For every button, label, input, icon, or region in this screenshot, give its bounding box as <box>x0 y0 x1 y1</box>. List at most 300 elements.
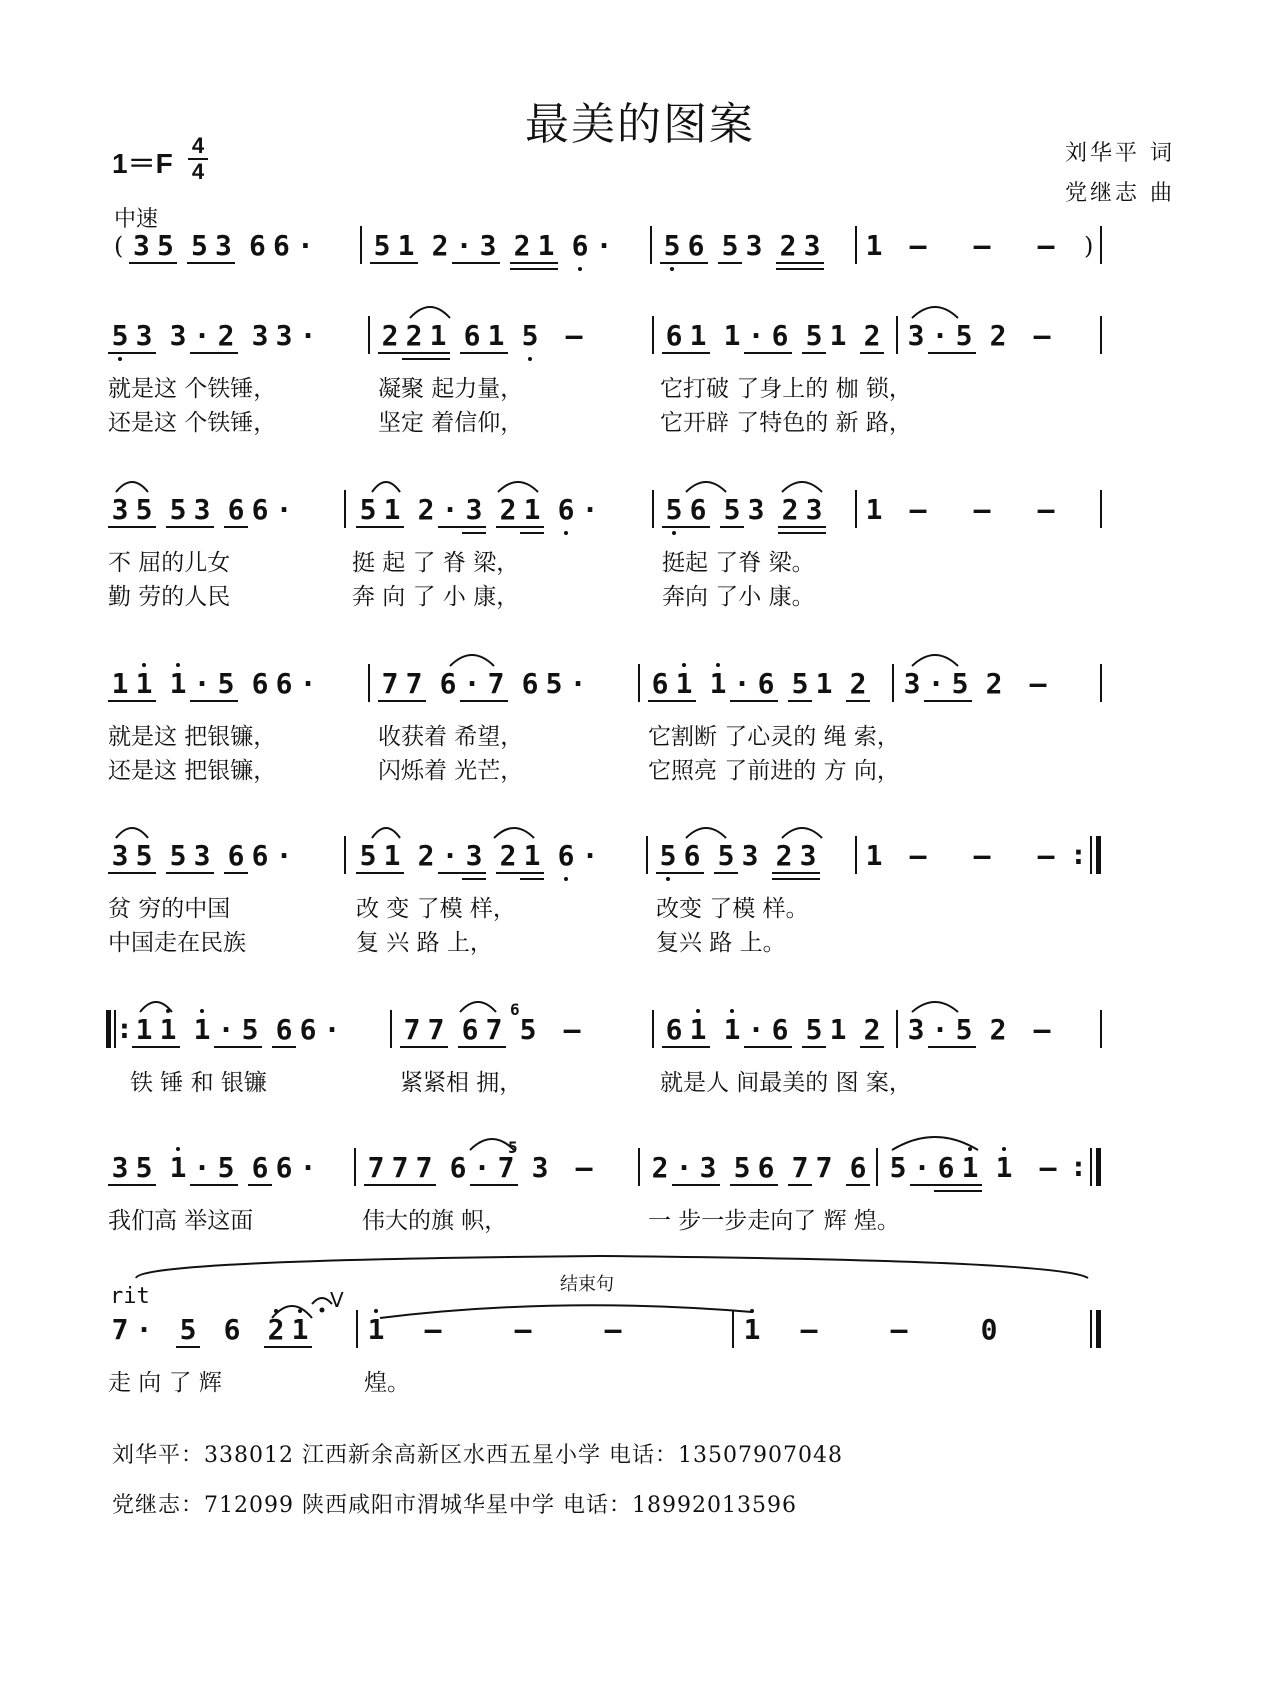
song-title: 最美的图案 <box>525 99 755 150</box>
note: 2 <box>985 667 1003 700</box>
dot: · <box>581 493 599 526</box>
note: 2 <box>651 1151 669 1184</box>
barline <box>855 836 857 874</box>
note: 1 <box>723 319 741 352</box>
repeat-start-barline <box>106 1010 111 1048</box>
barline <box>896 1010 898 1048</box>
lyric: 凝聚 起力量， <box>378 376 524 402</box>
note: 1 <box>815 667 833 700</box>
note: 5 <box>788 668 812 702</box>
note: 7 <box>482 1014 506 1048</box>
barline <box>646 836 648 874</box>
note: 7 <box>484 668 508 702</box>
note: 7 <box>424 1014 448 1048</box>
lyric: 煌。 <box>364 1370 410 1396</box>
note: 2 <box>846 668 870 702</box>
score-row-5-m2 <box>356 840 602 874</box>
note: 3 <box>462 840 486 874</box>
note: 6 <box>251 493 269 526</box>
note: 1 <box>380 840 404 874</box>
note: 3 <box>796 840 820 874</box>
note: 3 <box>251 319 269 352</box>
note: 2 <box>510 230 534 264</box>
note: 3 <box>745 229 763 262</box>
dot: · <box>214 1014 238 1048</box>
dot: · <box>928 1014 952 1048</box>
note: 5 <box>656 840 680 874</box>
dash: – <box>1037 493 1055 526</box>
note: 3 <box>476 230 500 264</box>
note: 1 <box>166 668 190 700</box>
lyric: 复 兴 路 上， <box>356 930 493 956</box>
note: 6 <box>223 1313 241 1346</box>
barline <box>1100 1010 1102 1048</box>
dot: · <box>595 229 613 262</box>
barline <box>1100 664 1102 702</box>
dot: · <box>275 839 293 872</box>
note: 5 <box>518 320 542 352</box>
note: 2 <box>989 319 1007 352</box>
note: 2 <box>417 839 435 872</box>
dash: – <box>973 229 991 262</box>
note: 6 <box>686 494 710 528</box>
score-row-2-m3 <box>662 320 884 354</box>
lyric: 一 步一步走向了 辉 煌。 <box>648 1208 900 1234</box>
note: 5 <box>370 230 394 264</box>
note: 2 <box>860 320 884 354</box>
dot: · <box>452 230 476 264</box>
note: 2 <box>989 1013 1007 1046</box>
dot: · <box>190 320 214 354</box>
note: 2 <box>496 494 520 528</box>
note: 6 <box>521 667 539 700</box>
note: 3 <box>802 494 826 528</box>
note: 5 <box>802 320 826 354</box>
note: 1 <box>520 494 544 528</box>
note: 6 <box>754 1152 778 1186</box>
note: 1 <box>394 230 418 264</box>
note: 7 <box>494 1152 518 1186</box>
note: 1 <box>829 1013 847 1046</box>
grace-note: 5 <box>508 1138 518 1157</box>
note: 5 <box>730 1152 754 1186</box>
lyric: 不 屈的儿女 <box>108 550 231 576</box>
dash: – <box>1029 667 1047 700</box>
note: 1 <box>426 320 450 354</box>
note: 2 <box>772 840 796 874</box>
barline <box>892 664 894 702</box>
note: 5 <box>662 494 686 528</box>
barline <box>638 664 640 702</box>
lyric: 改 变 了模 样， <box>356 896 516 922</box>
note: 6 <box>458 1014 482 1048</box>
lyric: 还是这 个铁锤， <box>108 410 277 436</box>
note: 1 <box>865 839 883 872</box>
score-row-5-m4 <box>862 840 1078 872</box>
note: 6 <box>275 667 293 700</box>
repeat-end-colon: : <box>1070 1150 1087 1183</box>
score-row-8-m3 <box>740 1314 1034 1346</box>
score-row-7-m2 <box>364 1152 616 1186</box>
note: 1 <box>865 493 883 526</box>
dash: – <box>800 1313 818 1346</box>
note: 5 <box>545 667 563 700</box>
lyric: 还是这 把银镰， <box>108 758 277 784</box>
note: 6 <box>662 320 686 354</box>
note: 3 <box>800 230 824 264</box>
note: 7 <box>364 1152 388 1186</box>
note: 2 <box>402 320 426 354</box>
note: 1 <box>534 230 558 264</box>
note: 3 <box>696 1152 720 1186</box>
score-row-6-m2 <box>400 1014 604 1048</box>
dash: – <box>909 493 927 526</box>
note: 6 <box>272 1014 296 1048</box>
dot: · <box>470 1152 494 1186</box>
repeat-start-colon: : <box>116 1012 133 1045</box>
note: 5 <box>166 840 190 874</box>
intro-close-paren: ) <box>1084 232 1094 260</box>
score-row-5-m3 <box>656 840 820 874</box>
note: 3 <box>169 319 187 352</box>
time-signature-top: 4 <box>191 133 205 158</box>
note: 6 <box>299 1013 317 1046</box>
lyric: 就是这 把银镰， <box>108 724 277 750</box>
note: 6 <box>768 320 792 354</box>
lyric: 贫 穷的中国 <box>108 896 231 922</box>
dot: · <box>296 229 314 262</box>
lyricist-credit: 刘华平 词 <box>1065 141 1175 166</box>
note: 6 <box>272 229 290 262</box>
note: 6 <box>251 839 269 872</box>
barline <box>896 316 898 354</box>
dash: – <box>1033 319 1051 352</box>
note: 2 <box>417 493 435 526</box>
dot: · <box>438 494 462 528</box>
dot: · <box>460 668 484 702</box>
note: 5 <box>132 494 156 528</box>
barline <box>1090 1310 1092 1348</box>
note: 1 <box>740 1314 764 1346</box>
note: 5 <box>889 1151 907 1184</box>
lyric: 收获着 希望， <box>378 724 524 750</box>
note: 5 <box>718 230 742 264</box>
note: 5 <box>356 840 380 874</box>
tempo-marking: 中速 <box>114 207 159 232</box>
note: 1 <box>958 1152 982 1186</box>
note: 2 <box>431 229 449 262</box>
dash: – <box>909 839 927 872</box>
note: 3 <box>108 494 132 528</box>
note: 1 <box>706 668 730 700</box>
lyric: 奔向 了小 康。 <box>662 584 815 610</box>
note: 6 <box>449 1151 467 1184</box>
dash: – <box>575 1151 593 1184</box>
note: 6 <box>684 230 708 264</box>
dot: · <box>569 667 587 700</box>
final-barline <box>1096 1310 1101 1348</box>
barline <box>1090 836 1092 874</box>
barline <box>732 1310 734 1348</box>
note: 6 <box>224 840 248 874</box>
intro-open-paren: ( <box>114 232 124 260</box>
note: 1 <box>520 840 544 874</box>
note: 5 <box>720 494 744 528</box>
dot: · <box>299 319 317 352</box>
dot: · <box>730 668 754 702</box>
dash: – <box>890 1313 908 1346</box>
note: 5 <box>108 320 132 354</box>
time-signature-bottom: 4 <box>191 159 205 184</box>
dot: · <box>190 668 214 702</box>
lyric: 坚定 着信仰， <box>378 410 524 436</box>
dash: – <box>563 1013 581 1046</box>
note: 2 <box>496 840 520 874</box>
final-barline <box>1096 836 1101 874</box>
dash: – <box>1037 839 1055 872</box>
score-row-6-m1 <box>132 1014 344 1048</box>
note: 1 <box>672 668 696 702</box>
grace-note: 6 <box>510 1000 520 1019</box>
note: 6 <box>554 494 578 526</box>
lyric: 它照亮 了前进的 方 向， <box>648 758 900 784</box>
note: 1 <box>829 319 847 352</box>
note: 6 <box>846 1152 870 1186</box>
dot: · <box>275 493 293 526</box>
note: 1 <box>156 1014 180 1048</box>
composer-credit: 党继志 曲 <box>1065 181 1175 206</box>
note: 6 <box>275 1151 293 1184</box>
score-row-4-m3 <box>648 668 870 702</box>
dash: – <box>1039 1151 1057 1184</box>
barline <box>344 490 346 528</box>
note: 5 <box>714 840 738 874</box>
dash: – <box>424 1313 442 1346</box>
dash: – <box>604 1313 622 1346</box>
note: 3 <box>132 320 156 354</box>
lyric: 就是人 间最美的 图 案， <box>660 1070 912 1096</box>
lyric: 改变 了模 样。 <box>656 896 809 922</box>
note: 6 <box>251 667 269 700</box>
note: 7 <box>402 668 426 702</box>
dash: – <box>1037 229 1055 262</box>
note: 6 <box>460 320 484 354</box>
note: 3 <box>211 230 235 264</box>
note: 2 <box>264 1314 288 1348</box>
note: 6 <box>554 840 578 872</box>
barline <box>390 1010 392 1048</box>
dot: · <box>323 1013 341 1046</box>
note: 6 <box>248 1152 272 1186</box>
dot: · <box>581 839 599 872</box>
note: 5 <box>176 1314 200 1348</box>
note: 2 <box>778 494 802 528</box>
note: 5 <box>952 1014 976 1048</box>
note: 1 <box>190 1014 214 1046</box>
score-row-4-m2 <box>378 668 590 702</box>
barline <box>638 1148 640 1186</box>
note: 1 <box>992 1152 1016 1184</box>
note: 5 <box>802 1014 826 1048</box>
lyric: 它打破 了身上的 枷 锁， <box>660 376 912 402</box>
score-row-4-m1 <box>108 668 320 702</box>
dash: – <box>565 319 583 352</box>
note: 2 <box>378 320 402 354</box>
note: 6 <box>934 1152 958 1186</box>
dash: – <box>909 229 927 262</box>
lyric: 挺起 了脊 梁。 <box>662 550 815 576</box>
final-barline <box>1096 1148 1101 1186</box>
score-row-2-m2 <box>378 320 606 354</box>
note: 7 <box>412 1152 436 1186</box>
note: 6 <box>680 840 704 874</box>
note: 1 <box>380 494 404 528</box>
note: 1 <box>720 1014 744 1046</box>
ending-label: 结束句 <box>560 1274 614 1295</box>
fermata-dot <box>320 1308 325 1313</box>
dash: – <box>973 493 991 526</box>
lyric: 我们高 举这面 <box>108 1208 254 1234</box>
note: 5 <box>132 840 156 874</box>
score-row-6-m3 <box>662 1014 884 1048</box>
barline <box>356 1310 358 1348</box>
lyric: 勤 劳的人民 <box>108 584 231 610</box>
lyric: 挺 起 了 脊 梁， <box>352 550 520 576</box>
note: 3 <box>741 839 759 872</box>
note: 7 <box>815 1151 833 1184</box>
note: 5 <box>660 230 684 264</box>
note: 3 <box>275 319 293 352</box>
note: 6 <box>662 1014 686 1048</box>
dash: – <box>1033 1013 1051 1046</box>
score-row-3-m3 <box>662 494 826 528</box>
note: 5 <box>519 1013 537 1046</box>
note: 1 <box>166 1152 190 1184</box>
barline <box>855 490 857 528</box>
barline <box>1100 490 1102 528</box>
barline <box>354 1148 356 1186</box>
note: 1 <box>484 320 508 354</box>
dot: · <box>190 1152 214 1186</box>
score-row-5-m1 <box>108 840 296 874</box>
lyric: 闪烁着 光芒， <box>378 758 524 784</box>
note: 1 <box>288 1314 312 1348</box>
score-row-7-m4 <box>886 1152 1080 1186</box>
dot: · <box>135 1313 153 1346</box>
footer-contact-lyricist: 刘华平：338012 江西新余高新区水西五星小学 电话：13507907048 <box>112 1443 843 1468</box>
lyric: 就是这 个铁锤， <box>108 376 277 402</box>
note: 5 <box>187 230 211 264</box>
dot: · <box>744 1014 768 1048</box>
note: 5 <box>166 494 190 528</box>
score-row-3-m4 <box>862 494 1078 526</box>
note: 6 <box>568 230 592 262</box>
note: 6 <box>439 667 457 700</box>
note: 3 <box>462 494 486 528</box>
note: 5 <box>952 320 976 354</box>
note: 7 <box>788 1152 812 1186</box>
barline <box>652 316 654 354</box>
rest: 0 <box>980 1313 998 1346</box>
note: 5 <box>153 230 177 264</box>
dot: · <box>299 1151 317 1184</box>
note: 6 <box>754 668 778 702</box>
barline <box>876 1148 878 1186</box>
note: 1 <box>132 1014 156 1048</box>
score-row-2-m1 <box>108 320 320 354</box>
note: 1 <box>865 229 883 262</box>
barline <box>344 836 346 874</box>
note: 3 <box>190 840 214 874</box>
score-row-3-m2 <box>356 494 602 528</box>
dot: · <box>438 840 462 874</box>
barline <box>1100 316 1102 354</box>
note: 2 <box>860 1014 884 1048</box>
barline <box>368 316 370 354</box>
note: 3 <box>108 840 132 874</box>
note: 3 <box>907 319 925 352</box>
dot: · <box>744 320 768 354</box>
note: 3 <box>129 230 153 264</box>
lyric: 紧紧相 拥， <box>400 1070 523 1096</box>
dot: · <box>928 320 952 354</box>
note: 2 <box>214 320 238 354</box>
note: 3 <box>907 1013 925 1046</box>
score-row-2-m4 <box>904 320 1074 354</box>
score-row-8-m1 <box>108 1314 312 1348</box>
note: 1 <box>108 668 132 702</box>
dash: – <box>514 1313 532 1346</box>
note: 1 <box>364 1314 388 1346</box>
note: 7 <box>111 1313 129 1346</box>
barline <box>652 490 654 528</box>
score-row-6-m4 <box>904 1014 1074 1048</box>
barline <box>1090 1148 1092 1186</box>
score-row-7-m1 <box>108 1152 320 1186</box>
note: 7 <box>400 1014 424 1048</box>
score-row-4-m4 <box>900 668 1070 702</box>
note: 5 <box>948 668 972 702</box>
key-signature: 1＝F <box>112 148 173 179</box>
note: 3 <box>747 493 765 526</box>
note: 5 <box>214 1152 238 1186</box>
note: 6 <box>768 1014 792 1048</box>
note: 3 <box>108 1152 132 1186</box>
lyric: 奔 向 了 小 康， <box>352 584 520 610</box>
footer-contact-composer: 党继志：712099 陕西咸阳市渭城华星中学 电话：18992013596 <box>112 1493 797 1518</box>
note: 3 <box>903 667 921 700</box>
lyric: 它割断 了心灵的 绳 索， <box>648 724 900 750</box>
barline <box>652 1010 654 1048</box>
note: 5 <box>214 668 238 702</box>
lyric: 铁 锤 和 银镰 <box>130 1070 267 1096</box>
note: 5 <box>356 494 380 528</box>
score-row-8-m2 <box>364 1314 658 1346</box>
lyric: 它开辟 了特色的 新 路， <box>660 410 912 436</box>
note: 1 <box>132 668 156 702</box>
ritardando-marking: rit <box>110 1284 150 1309</box>
dot: · <box>924 668 948 702</box>
note: 2 <box>776 230 800 264</box>
dot: · <box>299 667 317 700</box>
note: 7 <box>378 668 402 702</box>
breath-mark: V <box>330 1288 344 1312</box>
note: 7 <box>388 1152 412 1186</box>
repeat-end-colon: : <box>1070 838 1087 871</box>
dot: · <box>672 1152 696 1186</box>
note: 6 <box>648 668 672 702</box>
score-row-3-m1 <box>108 494 296 528</box>
